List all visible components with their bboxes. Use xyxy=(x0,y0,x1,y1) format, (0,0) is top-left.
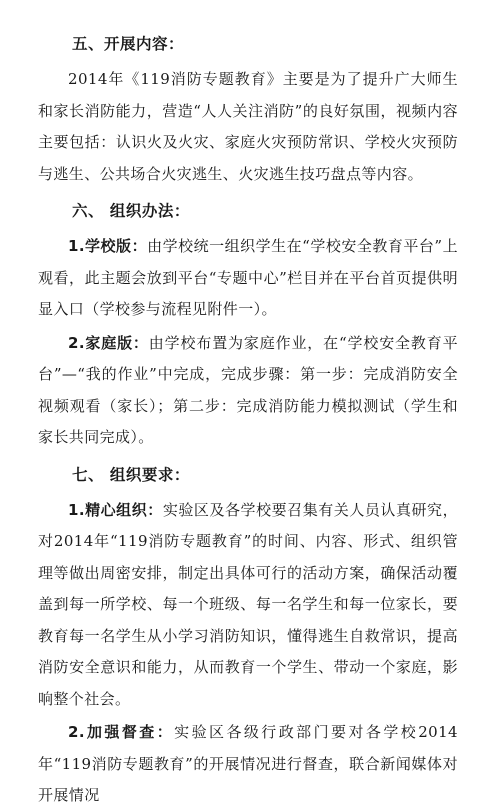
paragraph-lead: 2.加强督查： xyxy=(68,723,175,741)
paragraph-lead: 2.家庭版： xyxy=(68,333,149,352)
paragraph xyxy=(38,231,458,326)
section-heading-requirements: 七、 组织要求： xyxy=(72,465,190,484)
paragraph-text: 由学校统一组织学生在“学校安全教育平台”上观看，此主题会放到平台“专题中心”栏目并在平台首页提供明显入口（学校参与流程见附件一）。 xyxy=(38,237,458,318)
paragraph xyxy=(38,717,458,812)
paragraph xyxy=(38,495,458,716)
section-heading-organization: 六、 组织办法： xyxy=(72,202,190,220)
paragraph-text: 实验区及各学校要召集有关人员认真研究，对2014年“119消防专题教育”的时间、内容、形式、组织管理等做出周密安排，制定出具体可行的活动方案，确保活动覆盖到每一所学校、每一个班级、每一名学生和每一位家长，要教育每一名学生从小学习消防知识，懂得逃生自救常识，提高消防安全意识和能力，从而教育一个学生、带动一个家庭，影响整个社会。 xyxy=(38,500,459,708)
paragraph-text: 实验区各级行政部门要对各学校2014年“119消防专题教育”的开展情况进行督查，联合新闻媒体对开展情况 xyxy=(38,723,458,804)
paragraph xyxy=(38,328,458,454)
paragraph-lead: 1.精心组织： xyxy=(68,500,163,519)
paragraph xyxy=(38,64,458,190)
paragraph-text: 由学校布置为家庭作业，在“学校安全教育平台”—“我的作业”中完成，完成步骤：第一步：完成消防安全视频观看（家长）；第二步：完成消防能力模拟测试（学生和家长共同完成）。 xyxy=(38,333,459,446)
paragraph-lead: 1.学校版： xyxy=(68,237,148,255)
section-heading-content: 五、开展内容： xyxy=(72,35,185,53)
paragraph-text: 2014年《119消防专题教育》主要是为了提升广大师生和家长消防能力，营造“人人关注消防”的良好氛围，视频内容主要包括：认识火及火灾、家庭火灾预防常识、学校火灾预防与逃生、公共场合火灾逃生、火灾逃生技巧盘点等内容。 xyxy=(38,70,458,183)
